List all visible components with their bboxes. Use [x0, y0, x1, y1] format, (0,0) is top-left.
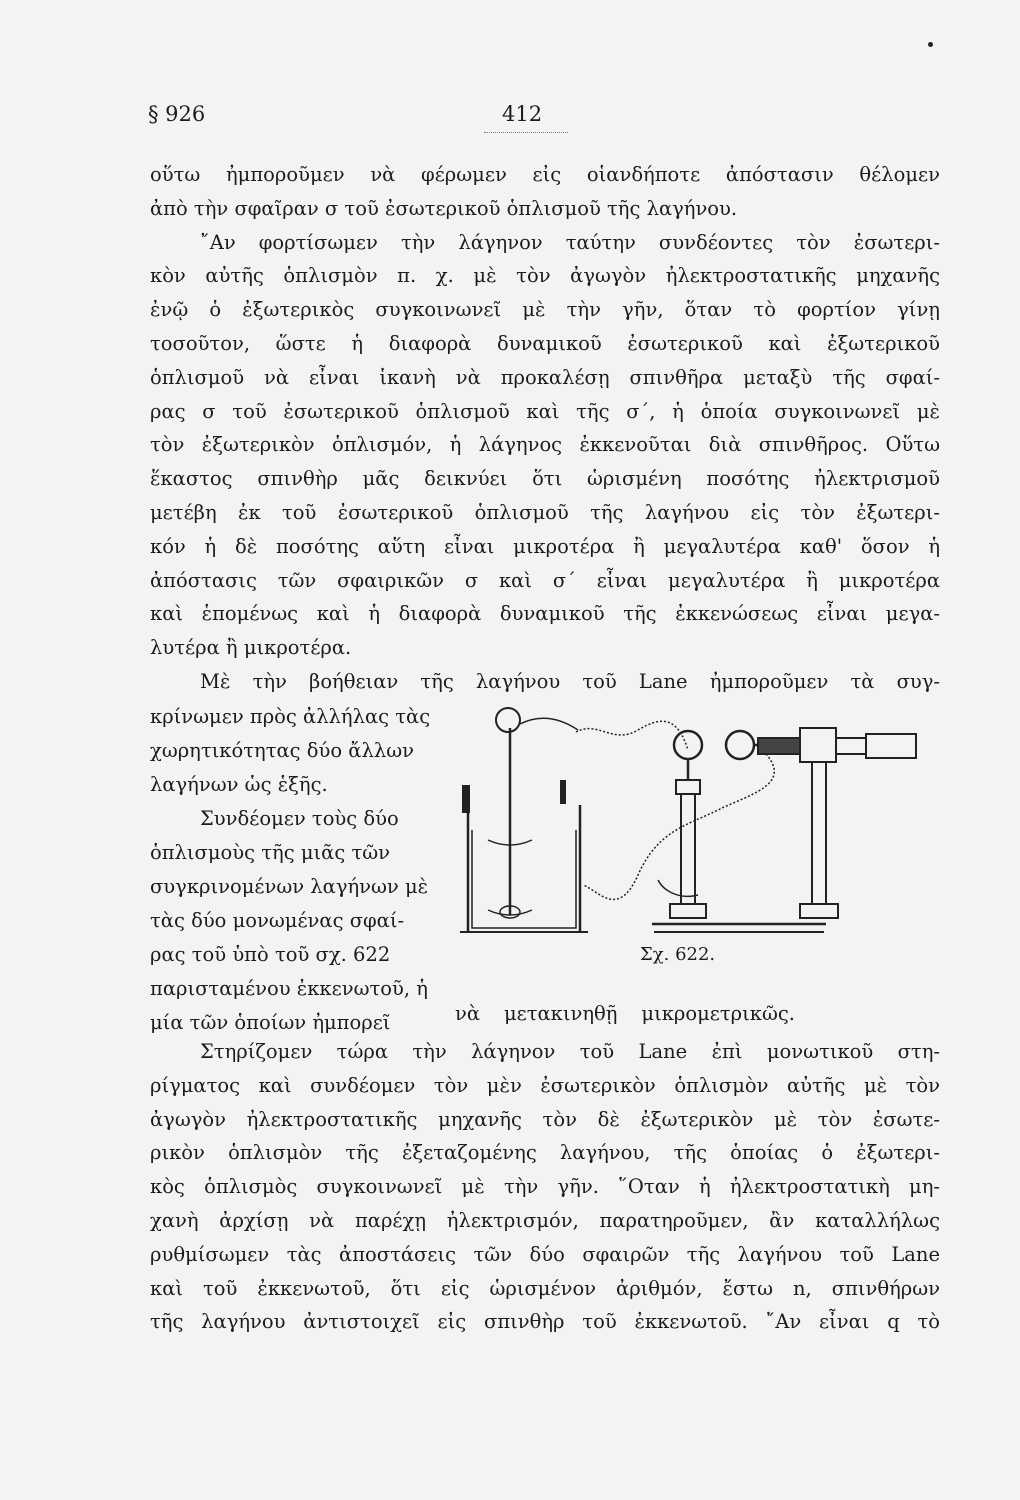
text-line: κὸς ὁπλισμὸς συγκοινωνεῖ μὲ τὴν γῆν. ῞Οταν ἡ ἠλεκτροστατικὴ μη- [150, 1175, 940, 1199]
text-line: χανὴ ἀρχίσῃ νὰ παρέχῃ ἠλεκτρισμόν, παρατηροῦμεν, ἂν καταλλήλως [150, 1208, 940, 1232]
text-line: ῎Αν φορτίσωμεν τὴν λάγηνον ταύτην συνδέοντες τὸν ἐσωτερι- [200, 230, 940, 254]
paragraph-top [150, 158, 940, 665]
text-line: τὰς δύο μονωμένας σφαί- [150, 909, 405, 932]
page-number: 412 [502, 102, 543, 126]
text-line: καὶ ἑπομένως καὶ ἡ διαφορὰ δυναμικοῦ τῆς ἐκκενώσεως εἶναι μεγα- [150, 602, 940, 626]
text-line: κὸν αὐτῆς ὁπλισμὸν π. χ. μὲ τὸν ἀγωγὸν ἠλεκτροστατικῆς μηχανῆς [150, 264, 940, 288]
page-header [148, 100, 938, 140]
text-line: ὁπλισμοῦ νὰ εἶναι ἱκανὴ νὰ προκαλέσῃ σπινθῆρα μεταξὺ τῆς σφαί- [150, 365, 940, 389]
text-line: τῆς λαγήνου ἀντιστοιχεῖ εἰς σπινθὴρ τοῦ ἐκκενωτοῦ. ῎Αν εἶναι q τὸ [150, 1310, 940, 1334]
page-number-rule [484, 132, 568, 133]
text-line: ρίγματος καὶ συνδέομεν τὸν μὲν ἐσωτερικὸν ὁπλισμὸν αὐτῆς μὲ τὸν [150, 1073, 940, 1097]
text-line: Μὲ τὴν βοήθειαν τῆς λαγήνου τοῦ Lane ἠμποροῦμεν τὰ συγ- [200, 670, 940, 693]
text-line: ρυθμίσωμεν τὰς ἀποστάσεις τῶν δύο σφαιρῶν τῆς λαγήνου τοῦ Lane [150, 1242, 940, 1266]
text-line: μετέβη ἐκ τοῦ ἐσωτερικοῦ ὁπλισμοῦ τῆς λαγήνου εἰς τὸν ἐξωτερι- [150, 500, 940, 524]
text-line: ἀπὸ τὴν σφαῖραν σ τοῦ ἐσωτερικοῦ ὁπλισμοῦ τῆς λαγήνου. [150, 196, 738, 220]
lane-jar [460, 708, 588, 932]
figure-622 [448, 700, 928, 970]
text-line: λυτέρα ἢ μικροτέρα. [150, 636, 352, 660]
text-line: ἀπόστασις τῶν σφαιρικῶν σ καὶ σ΄ εἶναι μεγαλυτέρα ἢ μικροτέρα [150, 568, 940, 592]
text-line: ὁπλισμοὺς τῆς μιᾶς τῶν [150, 841, 390, 864]
text-line: συγκρινομένων λαγήνων μὲ [150, 875, 429, 898]
text-line: παρισταμένου ἐκκενωτοῦ, ἡ [150, 977, 428, 1000]
text-line: ρας τοῦ ὑπὸ τοῦ σχ. 622 [150, 943, 391, 966]
figure-caption: Σχ. 622. [640, 944, 716, 965]
text-line: τὸν ἐξωτερικὸν ὁπλισμόν, ἡ λάγηνος ἐκκενοῦται διὰ σπινθῆρος. Οὕτω [150, 433, 940, 457]
paragraph-narrow [150, 700, 440, 1040]
text-line: μία τῶν ὁποίων ἠμπορεῖ [150, 1011, 391, 1034]
paragraph-bottom [150, 1035, 940, 1339]
text-line: ἕκαστος σπινθὴρ μᾶς δεικνύει ὅτι ὡρισμένη ποσότης ἠλεκτρισμοῦ [150, 467, 940, 491]
text-line: ρικὸν ὁπλισμὸν τῆς ἐξεταζομένης λαγήνου, τῆς ὁποίας ὁ ἐξωτερι- [150, 1141, 940, 1165]
ink-speck [928, 42, 933, 47]
text-line: Στηρίζομεν τώρα τὴν λάγηνον τοῦ Lane ἐπὶ μονωτικοῦ στη- [200, 1040, 940, 1063]
paragraph-lane [150, 665, 940, 699]
insulated-stand-right [726, 728, 916, 918]
text-line: καὶ τοῦ ἐκκενωτοῦ, ὅτι εἰς ὡρισμένον ἀριθμόν, ἔστω n, σπινθήρων [150, 1276, 940, 1300]
text-line: ἐνῷ ὁ ἐξωτερικὸς συγκοινωνεῖ μὲ τὴν γῆν, ὅταν τὸ φορτίον γίνῃ [150, 298, 940, 322]
text-line: οὕτω ἠμποροῦμεν νὰ φέρωμεν εἰς οἱανδήποτε ἀπόστασιν θέλομεν [150, 163, 940, 186]
text-line: ἀγωγὸν ἠλεκτροστατικῆς μηχανῆς τὸν δὲ ἐξωτερικὸν μὲ τὸν ἐσωτε- [150, 1107, 940, 1131]
section-number: § 926 [148, 102, 206, 126]
text-line: κόν ἡ δὲ ποσότης αὕτη εἶναι μικροτέρα ἢ μεγαλυτέρα καθ' ὅσον ἡ [150, 534, 940, 558]
text-line-continuation: νὰ μετακινηθῇ μικρομετρικῶς. [455, 1002, 795, 1025]
text-line: ρας σ τοῦ ἐσωτερικοῦ ὁπλισμοῦ καὶ τῆς σ΄, ἡ ὁποία συγκοινωνεῖ μὲ [150, 399, 940, 423]
text-line: κρίνωμεν πρὸς ἀλλήλας τὰς [150, 705, 431, 728]
text-line: λαγήνων ὡς ἑξῆς. [150, 773, 328, 796]
text-line: χωρητικότητας δύο ἄλλων [150, 739, 414, 762]
text-line: Συνδέομεν τοὺς δύο [200, 807, 399, 830]
text-line: τοσοῦτον, ὥστε ἡ διαφορὰ δυναμικοῦ ἐσωτερικοῦ καὶ ἐξωτερικοῦ [150, 331, 940, 355]
